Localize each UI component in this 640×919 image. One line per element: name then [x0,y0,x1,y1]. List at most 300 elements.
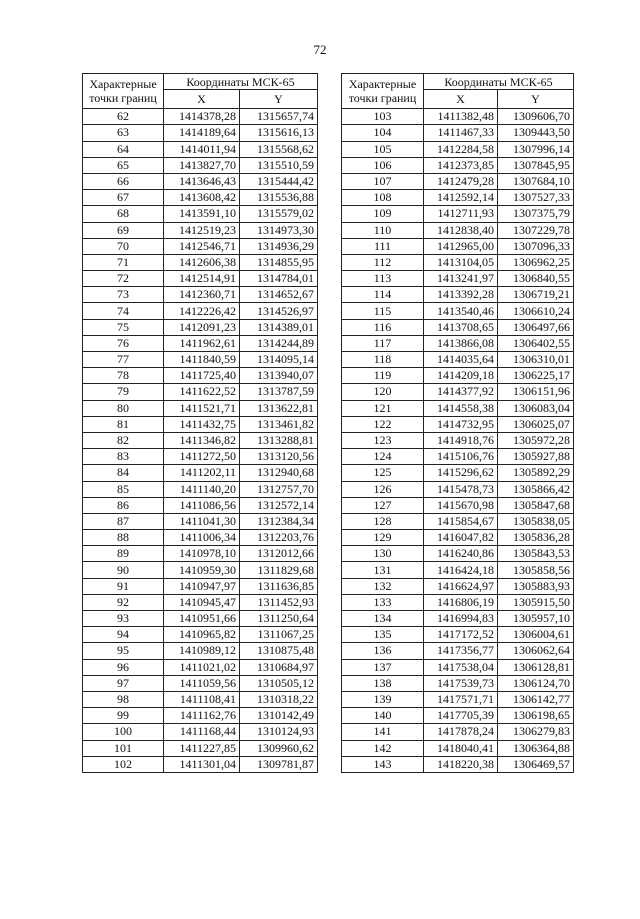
y-coordinate: 1315657,74 [240,109,318,125]
y-coordinate: 1306497,66 [498,319,574,335]
point-number: 78 [83,368,164,384]
x-coordinate: 1415478,73 [424,481,498,497]
table-row [83,481,318,497]
x-coordinate: 1411272,50 [164,449,240,465]
x-coordinate: 1417878,24 [424,724,498,740]
y-coordinate: 1305972,28 [498,432,574,448]
x-coordinate: 1416624,97 [424,578,498,594]
table-row [83,578,318,594]
x-coordinate: 1414378,28 [164,109,240,125]
table-row [342,352,574,368]
x-coordinate: 1416994,83 [424,611,498,627]
y-coordinate: 1305915,50 [498,594,574,610]
table-row [342,173,574,189]
point-number: 72 [83,271,164,287]
table-row [83,449,318,465]
y-coordinate: 1311829,68 [240,562,318,578]
point-number: 79 [83,384,164,400]
y-header: Y [240,90,318,109]
table-row [83,643,318,659]
y-coordinate: 1306198,65 [498,708,574,724]
x-coordinate: 1413608,42 [164,190,240,206]
point-number: 128 [342,513,424,529]
x-coordinate: 1413540,46 [424,303,498,319]
point-number: 71 [83,254,164,270]
table-row [83,594,318,610]
y-coordinate: 1306719,21 [498,287,574,303]
x-coordinate: 1417356,77 [424,643,498,659]
point-number: 121 [342,400,424,416]
point-number: 132 [342,578,424,594]
x-header: X [424,90,498,109]
y-coordinate: 1309443,50 [498,125,574,141]
y-coordinate: 1310875,48 [240,643,318,659]
table-row [342,303,574,319]
y-coordinate: 1305847,68 [498,497,574,513]
point-number: 114 [342,287,424,303]
point-number: 126 [342,481,424,497]
y-coordinate: 1306610,24 [498,303,574,319]
x-coordinate: 1411301,04 [164,756,240,772]
x-coordinate: 1412514,91 [164,271,240,287]
x-coordinate: 1411962,61 [164,335,240,351]
point-number: 125 [342,465,424,481]
x-coordinate: 1412373,85 [424,157,498,173]
x-coordinate: 1410951,66 [164,611,240,627]
table-row [342,497,574,513]
table-row [83,238,318,254]
y-coordinate: 1314652,67 [240,287,318,303]
y-coordinate: 1305843,53 [498,546,574,562]
y-coordinate: 1313787,59 [240,384,318,400]
table-row [83,271,318,287]
point-number: 109 [342,206,424,222]
x-coordinate: 1412838,40 [424,222,498,238]
y-coordinate: 1315568,62 [240,141,318,157]
table-row [342,206,574,222]
point-number: 63 [83,125,164,141]
point-number: 129 [342,530,424,546]
point-number: 96 [83,659,164,675]
table-row [83,109,318,125]
x-coordinate: 1411227,85 [164,740,240,756]
table-row [342,287,574,303]
table-row [83,740,318,756]
x-coordinate: 1414377,92 [424,384,498,400]
point-number: 94 [83,627,164,643]
x-coordinate: 1411521,71 [164,400,240,416]
page-number: 72 [313,42,327,57]
y-coordinate: 1310318,22 [240,691,318,707]
point-number: 143 [342,756,424,772]
point-number: 123 [342,432,424,448]
table-row [83,513,318,529]
point-number: 89 [83,546,164,562]
y-coordinate: 1313120,56 [240,449,318,465]
table-row [83,206,318,222]
table-row [342,756,574,772]
x-coordinate: 1411467,33 [424,125,498,141]
point-number: 112 [342,254,424,270]
point-number: 82 [83,432,164,448]
x-coordinate: 1411041,30 [164,513,240,529]
table-row [83,724,318,740]
y-coordinate: 1306469,57 [498,756,574,772]
point-number: 119 [342,368,424,384]
table-row [342,400,574,416]
x-coordinate: 1411021,02 [164,659,240,675]
x-coordinate: 1418040,41 [424,740,498,756]
table-row [342,238,574,254]
point-number: 138 [342,675,424,691]
point-number: 113 [342,271,424,287]
point-number: 76 [83,335,164,351]
table-row [83,157,318,173]
table-row [83,432,318,448]
x-coordinate: 1412711,93 [424,206,498,222]
table-row [342,643,574,659]
coordinates-table-left [82,73,318,773]
table-row [83,611,318,627]
x-coordinate: 1411346,82 [164,432,240,448]
table-row [83,465,318,481]
y-coordinate: 1305838,05 [498,513,574,529]
table-row [83,335,318,351]
x-coordinate: 1411140,20 [164,481,240,497]
point-number: 64 [83,141,164,157]
table-body-left [83,109,318,773]
x-coordinate: 1414209,18 [424,368,498,384]
y-coordinate: 1309781,87 [240,756,318,772]
point-number: 70 [83,238,164,254]
x-coordinate: 1411108,41 [164,691,240,707]
table-row [342,465,574,481]
point-number: 92 [83,594,164,610]
x-coordinate: 1415670,98 [424,497,498,513]
x-coordinate: 1411725,40 [164,368,240,384]
table-row [83,141,318,157]
table-row [83,125,318,141]
x-coordinate: 1413104,05 [424,254,498,270]
x-coordinate: 1418220,38 [424,756,498,772]
x-coordinate: 1414918,76 [424,432,498,448]
y-coordinate: 1314784,01 [240,271,318,287]
table-row [83,530,318,546]
point-number: 98 [83,691,164,707]
table-row [83,303,318,319]
coordinates-table-right [341,73,574,773]
x-coordinate: 1415854,67 [424,513,498,529]
y-coordinate: 1314526,97 [240,303,318,319]
table-row [342,724,574,740]
y-coordinate: 1309960,62 [240,740,318,756]
coordinates-header: Координаты МСК-65 [164,74,318,90]
table-row [83,756,318,772]
x-coordinate: 1412592,14 [424,190,498,206]
table-row [342,627,574,643]
table-row [342,546,574,562]
table-row [342,578,574,594]
x-coordinate: 1414189,64 [164,125,240,141]
point-number: 88 [83,530,164,546]
point-number: 62 [83,109,164,125]
table-row [83,319,318,335]
point-number: 103 [342,109,424,125]
y-coordinate: 1309606,70 [498,109,574,125]
y-coordinate: 1305858,56 [498,562,574,578]
x-coordinate: 1410989,12 [164,643,240,659]
table-row [83,352,318,368]
y-coordinate: 1306402,55 [498,335,574,351]
x-coordinate: 1414035,64 [424,352,498,368]
y-coordinate: 1305836,28 [498,530,574,546]
x-coordinate: 1413708,65 [424,319,498,335]
y-coordinate: 1306279,83 [498,724,574,740]
point-number: 139 [342,691,424,707]
y-coordinate: 1307845,95 [498,157,574,173]
point-number: 83 [83,449,164,465]
x-coordinate: 1414732,95 [424,416,498,432]
y-coordinate: 1307996,14 [498,141,574,157]
point-number: 74 [83,303,164,319]
y-coordinate: 1310684,97 [240,659,318,675]
point-number: 133 [342,594,424,610]
x-coordinate: 1412091,23 [164,319,240,335]
y-coordinate: 1305892,29 [498,465,574,481]
y-coordinate: 1306840,55 [498,271,574,287]
table-row [342,109,574,125]
y-coordinate: 1311250,64 [240,611,318,627]
table-row [83,691,318,707]
x-coordinate: 1411162,76 [164,708,240,724]
y-header: Y [498,90,574,109]
x-coordinate: 1412606,38 [164,254,240,270]
point-number: 134 [342,611,424,627]
y-coordinate: 1314244,89 [240,335,318,351]
table-row [342,432,574,448]
y-coordinate: 1306310,01 [498,352,574,368]
table-row [83,416,318,432]
x-coordinate: 1415106,76 [424,449,498,465]
point-number: 75 [83,319,164,335]
x-coordinate: 1414011,94 [164,141,240,157]
y-coordinate: 1313940,07 [240,368,318,384]
table-row [342,416,574,432]
y-coordinate: 1306062,64 [498,643,574,659]
table-row [83,708,318,724]
y-coordinate: 1306025,07 [498,416,574,432]
y-coordinate: 1315510,59 [240,157,318,173]
table-row [342,611,574,627]
x-coordinate: 1411432,75 [164,416,240,432]
x-coordinate: 1417172,52 [424,627,498,643]
x-coordinate: 1411086,56 [164,497,240,513]
table-row [83,254,318,270]
x-coordinate: 1412479,28 [424,173,498,189]
point-number: 65 [83,157,164,173]
point-number: 87 [83,513,164,529]
table-row [342,740,574,756]
x-coordinate: 1414558,38 [424,400,498,416]
y-coordinate: 1306142,77 [498,691,574,707]
y-coordinate: 1305927,88 [498,449,574,465]
x-coordinate: 1416806,19 [424,594,498,610]
x-coordinate: 1412360,71 [164,287,240,303]
y-coordinate: 1305957,10 [498,611,574,627]
x-coordinate: 1416240,86 [424,546,498,562]
point-number: 91 [83,578,164,594]
x-coordinate: 1410965,82 [164,627,240,643]
point-number: 95 [83,643,164,659]
y-coordinate: 1306225,17 [498,368,574,384]
y-coordinate: 1313622,81 [240,400,318,416]
point-number: 117 [342,335,424,351]
point-number: 124 [342,449,424,465]
point-number: 102 [83,756,164,772]
x-coordinate: 1410978,10 [164,546,240,562]
point-number: 97 [83,675,164,691]
table-body-right [342,109,574,773]
y-coordinate: 1312012,66 [240,546,318,562]
y-coordinate: 1306128,81 [498,659,574,675]
x-coordinate: 1416424,18 [424,562,498,578]
y-coordinate: 1312572,14 [240,497,318,513]
point-number: 104 [342,125,424,141]
x-coordinate: 1411622,52 [164,384,240,400]
y-coordinate: 1315536,88 [240,190,318,206]
point-number: 111 [342,238,424,254]
table-row [83,287,318,303]
x-coordinate: 1410947,97 [164,578,240,594]
point-number: 136 [342,643,424,659]
y-coordinate: 1306364,88 [498,740,574,756]
x-coordinate: 1413392,28 [424,287,498,303]
x-coordinate: 1413866,08 [424,335,498,351]
y-coordinate: 1306004,61 [498,627,574,643]
x-coordinate: 1412965,00 [424,238,498,254]
point-number: 140 [342,708,424,724]
point-number: 73 [83,287,164,303]
point-number: 110 [342,222,424,238]
point-number: 127 [342,497,424,513]
point-number: 80 [83,400,164,416]
table-row [342,513,574,529]
y-coordinate: 1313288,81 [240,432,318,448]
x-coordinate: 1411168,44 [164,724,240,740]
table-row [342,141,574,157]
x-coordinate: 1417539,73 [424,675,498,691]
point-number: 137 [342,659,424,675]
point-number: 107 [342,173,424,189]
y-coordinate: 1313461,82 [240,416,318,432]
point-number: 86 [83,497,164,513]
point-number: 115 [342,303,424,319]
x-coordinate: 1413827,70 [164,157,240,173]
table-row [83,384,318,400]
point-number: 67 [83,190,164,206]
table-row [83,675,318,691]
table-row [342,319,574,335]
point-number: 130 [342,546,424,562]
y-coordinate: 1306962,25 [498,254,574,270]
table-row [83,659,318,675]
y-coordinate: 1312203,76 [240,530,318,546]
x-header: X [164,90,240,109]
table-row [342,384,574,400]
points-header: Характерные точки границ [83,74,164,109]
y-coordinate: 1311636,85 [240,578,318,594]
table-row [342,335,574,351]
table-row [342,594,574,610]
x-coordinate: 1413646,43 [164,173,240,189]
x-coordinate: 1417538,04 [424,659,498,675]
x-coordinate: 1417705,39 [424,708,498,724]
y-coordinate: 1312384,34 [240,513,318,529]
y-coordinate: 1306151,96 [498,384,574,400]
y-coordinate: 1312757,70 [240,481,318,497]
x-coordinate: 1412546,71 [164,238,240,254]
x-coordinate: 1415296,62 [424,465,498,481]
y-coordinate: 1315616,13 [240,125,318,141]
x-coordinate: 1411202,11 [164,465,240,481]
table-row [342,675,574,691]
table-row [342,481,574,497]
y-coordinate: 1315444,42 [240,173,318,189]
x-coordinate: 1412284,58 [424,141,498,157]
table-row [342,530,574,546]
point-number: 77 [83,352,164,368]
table-row [342,659,574,675]
x-coordinate: 1413591,10 [164,206,240,222]
table-row [342,691,574,707]
table-row [342,708,574,724]
y-coordinate: 1310124,93 [240,724,318,740]
point-number: 90 [83,562,164,578]
y-coordinate: 1311067,25 [240,627,318,643]
point-number: 99 [83,708,164,724]
y-coordinate: 1305866,42 [498,481,574,497]
point-number: 69 [83,222,164,238]
x-coordinate: 1412519,23 [164,222,240,238]
y-coordinate: 1307229,78 [498,222,574,238]
point-number: 84 [83,465,164,481]
y-coordinate: 1307527,33 [498,190,574,206]
table-row [83,222,318,238]
point-number: 100 [83,724,164,740]
x-coordinate: 1413241,97 [424,271,498,287]
y-coordinate: 1306083,04 [498,400,574,416]
x-coordinate: 1411006,34 [164,530,240,546]
y-coordinate: 1310505,12 [240,675,318,691]
table-row [83,190,318,206]
table-row [83,400,318,416]
table-row [342,562,574,578]
x-coordinate: 1411382,48 [424,109,498,125]
point-number: 122 [342,416,424,432]
coordinates-header: Координаты МСК-65 [424,74,574,90]
y-coordinate: 1307096,33 [498,238,574,254]
point-number: 142 [342,740,424,756]
point-number: 116 [342,319,424,335]
y-coordinate: 1314973,30 [240,222,318,238]
y-coordinate: 1314936,29 [240,238,318,254]
y-coordinate: 1314389,01 [240,319,318,335]
y-coordinate: 1314855,95 [240,254,318,270]
point-number: 105 [342,141,424,157]
table-row [83,546,318,562]
y-coordinate: 1305883,93 [498,578,574,594]
point-number: 68 [83,206,164,222]
